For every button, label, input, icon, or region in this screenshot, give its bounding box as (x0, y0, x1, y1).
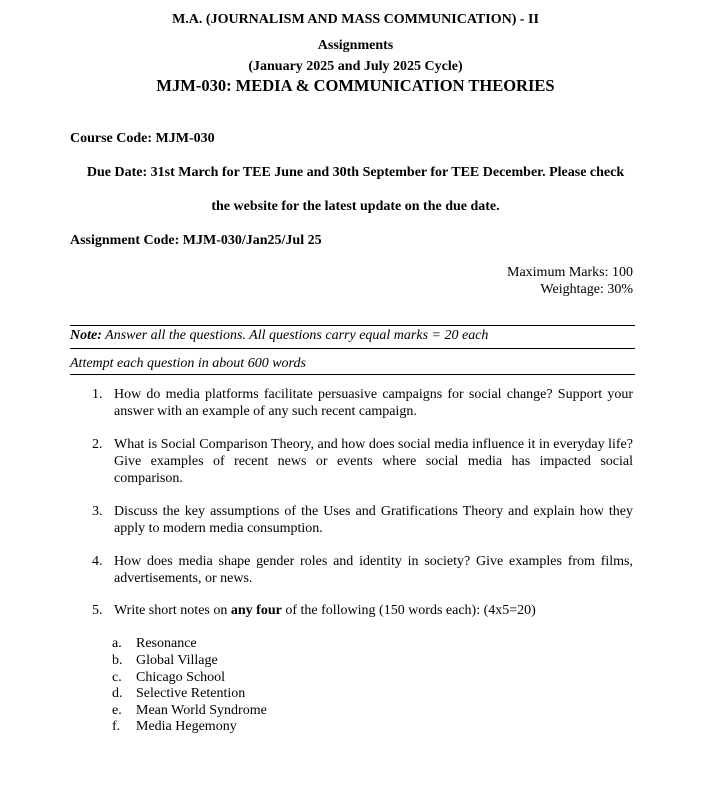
course-code: Course Code: MJM-030 (70, 131, 215, 146)
question-text: How do media platforms facilitate persuasive campaigns for social change? Support your answer with an example of any such recent campaign. (114, 387, 633, 419)
sub-item-letter: e. (112, 703, 122, 718)
question-number: 3. (92, 504, 103, 519)
sub-item-letter: c. (112, 670, 122, 685)
sub-item-text: Selective Retention (136, 686, 246, 701)
note-label: Note: (70, 328, 102, 343)
question-number: 2. (92, 437, 103, 452)
due-date-line-2: the website for the latest update on the due date. (211, 199, 500, 214)
sub-item-letter: f. (112, 719, 121, 734)
due-date-line-1: Due Date: 31st March for TEE June and 30th September for TEE December. Please check (86, 165, 625, 180)
course-title: MJM-030: MEDIA & COMMUNICATION THEORIES (156, 76, 555, 95)
assignments-heading: Assignments (317, 38, 394, 53)
note-middle-rule (70, 348, 635, 349)
question-text: What is Social Comparison Theory, and how does social media influence it in everyday life? Give examples of recent news or events where social media has impacted social comparison. (114, 437, 633, 486)
sub-item-d (112, 686, 245, 703)
question-number: 1. (92, 387, 103, 402)
question-text-post: of the following (150 words each): (4x5=20) (281, 603, 536, 618)
attempt-instruction: Attempt each question in about 600 words (70, 356, 306, 371)
question-text-emphasis: any four (230, 603, 282, 618)
assignment-code: Assignment Code: MJM-030/Jan25/Jul 25 (70, 233, 322, 248)
cycle-heading: (January 2025 and July 2025 Cycle) (248, 59, 463, 74)
question-text (114, 602, 633, 619)
note-line (70, 328, 488, 344)
sub-item-a (112, 636, 197, 653)
sub-item-b (112, 653, 218, 670)
sub-item-text: Global Village (136, 653, 218, 668)
sub-item-text: Chicago School (136, 670, 226, 685)
sub-item-e (112, 703, 267, 720)
question-text: Discuss the key assumptions of the Uses and Gratifications Theory and explain how they apply to modern media consumption. (114, 504, 633, 536)
weightage: Weightage: 30% (540, 282, 633, 297)
maximum-marks: Maximum Marks: 100 (507, 265, 633, 280)
note-bottom-rule (70, 374, 635, 375)
sub-item-text: Mean World Syndrome (136, 703, 267, 718)
question-text: How does media shape gender roles and identity in society? Give examples from films, advertisements, or news. (114, 554, 633, 586)
sub-item-c (112, 670, 225, 687)
sub-item-f (112, 719, 237, 736)
sub-item-letter: d. (112, 686, 123, 701)
note-top-rule (70, 325, 635, 326)
programme-title: M.A. (JOURNALISM AND MASS COMMUNICATION) - II (172, 12, 539, 27)
sub-item-text: Media Hegemony (136, 719, 237, 734)
sub-item-text: Resonance (136, 636, 197, 651)
sub-item-letter: b. (112, 653, 123, 668)
question-number: 5. (92, 603, 103, 618)
question-text-pre: Write short notes on (114, 603, 231, 618)
sub-item-letter: a. (112, 636, 122, 651)
note-text: Answer all the questions. All questions carry equal marks = 20 each (101, 328, 489, 343)
question-number: 4. (92, 554, 103, 569)
